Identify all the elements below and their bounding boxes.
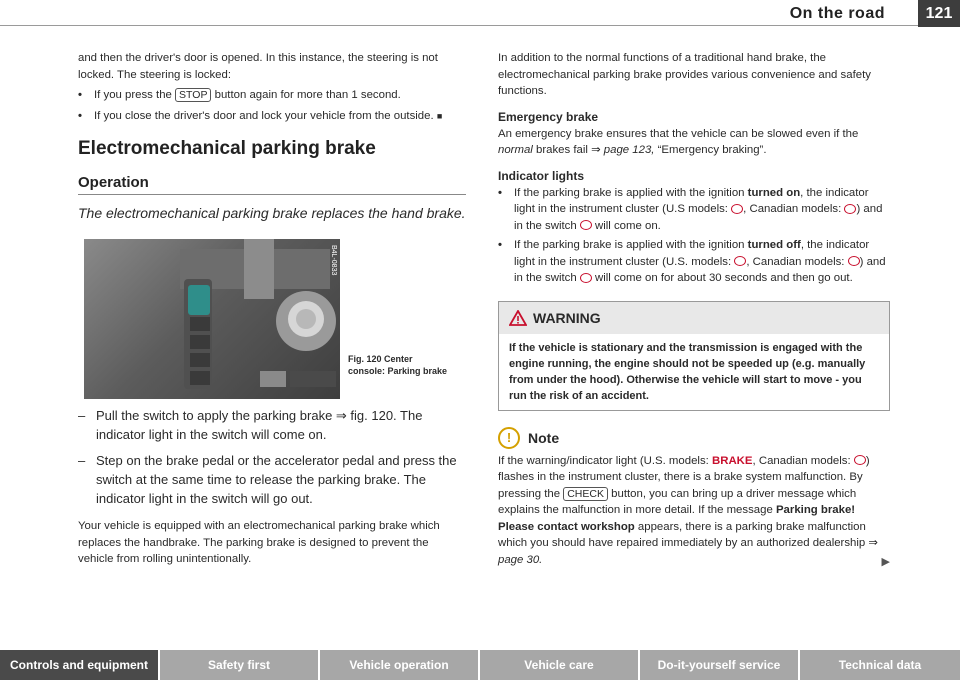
bullet-dot-icon: • bbox=[78, 109, 82, 122]
footer-tab-controls[interactable]: Controls and equipment bbox=[0, 650, 158, 680]
center-console-image bbox=[84, 239, 340, 399]
indicator-title: Indicator lights bbox=[498, 168, 585, 183]
center-console-illustration bbox=[84, 239, 340, 399]
warning-triangle-icon bbox=[509, 310, 527, 326]
emergency-text: An emergency brake ensures that the vehicle can be slowed even if the normal brakes fail ⇒ page 123, “Emergency braking”. bbox=[498, 127, 859, 156]
step-apply: – Pull the switch to apply the parking brake ⇒ fig. 120. The indicator light in the switch will come on. bbox=[78, 408, 423, 442]
left-column bbox=[78, 50, 466, 568]
note-text: If the warning/indicator light (U.S. models: BRAKE, Canadian models: ) flashes in the instrument cluster, there is a brake system malfunction. By pressing the CHECK button, you can bring up a driver message which explains the malfunction in more detail. If the message Parking brake! Please contact workshop appears, there is a parking brake malfunction which you should have repaired immediately by an authorized dealership ⇒ page 30. ▶ bbox=[498, 453, 890, 569]
bullet-dot-icon: • bbox=[78, 89, 82, 101]
footer-tab-diy[interactable]: Do-it-yourself service bbox=[640, 650, 798, 680]
us-brake-indicator-icon bbox=[731, 204, 743, 214]
check-key: CHECK bbox=[563, 487, 608, 501]
section-title: Electromechanical parking brake bbox=[78, 138, 376, 159]
footer-tab-care[interactable]: Vehicle care bbox=[480, 650, 638, 680]
footer-tab-operation[interactable]: Vehicle operation bbox=[320, 650, 478, 680]
canada-brake-indicator-icon bbox=[854, 455, 866, 465]
footer-nav bbox=[0, 650, 960, 680]
dash-icon: – bbox=[78, 453, 86, 468]
continue-arrow-icon: ▶ bbox=[881, 555, 890, 568]
dash-icon: – bbox=[78, 408, 86, 423]
right-column bbox=[498, 50, 890, 568]
bullet-stop: • If you press the STOP button again for more than 1 second. bbox=[78, 87, 466, 104]
warning-header: WARNING bbox=[499, 302, 889, 334]
bullet-lock: • If you close the driver's door and lock your vehicle from the outside. ■ bbox=[78, 108, 466, 125]
switch-indicator-icon bbox=[580, 220, 592, 230]
canada-brake-indicator-icon bbox=[848, 256, 860, 266]
end-mark-icon: ■ bbox=[436, 110, 443, 121]
warning-text: If the vehicle is stationary and the transmission is engaged with the engine running, the engine should not be speeded up (e.g. manually from under the hood). Otherwise the vehicle will start to move - you run the risk of an accident. bbox=[509, 341, 866, 402]
indicator-on: • If the parking brake is applied with the ignition turned on, the indicator light in the instrument cluster (U.S models: , Canadian models: ) and in the switch will come on. bbox=[498, 185, 890, 235]
left-closing: Your vehicle is equipped with an electromechanical parking brake which replaces the handbrake. The parking brake is designed to prevent the vehicle from rolling unintentionally. bbox=[78, 520, 440, 565]
warning-box bbox=[498, 301, 890, 411]
emergency-title: Emergency brake bbox=[498, 109, 599, 124]
figure-code: B4L-0833 bbox=[330, 245, 337, 276]
figure-caption: Fig. 120 Center console: Parking brake bbox=[348, 354, 448, 376]
lead-text: The electromechanical parking brake replaces the hand brake. bbox=[78, 205, 466, 221]
bullet-dot-icon: • bbox=[498, 186, 502, 199]
stop-key: STOP bbox=[175, 88, 211, 102]
step-release: – Step on the brake pedal or the accelerator pedal and press the switch at the same time to release the parking brake. The indicator light in the switch will go out. bbox=[78, 453, 457, 506]
us-brake-indicator-icon bbox=[734, 256, 746, 266]
brake-indicator-label: BRAKE bbox=[712, 454, 753, 467]
page-title: On the road bbox=[789, 5, 885, 22]
figure-120 bbox=[78, 239, 466, 399]
header-rule bbox=[0, 25, 918, 26]
right-intro: In addition to the normal functions of a traditional hand brake, the electromechanical parking brake provides various convenience and safety functions. bbox=[498, 52, 871, 97]
left-intro: and then the driver's door is opened. In this instance, the steering is not locked. The steering is locked: bbox=[78, 52, 438, 81]
footer-tab-safety[interactable]: Safety first bbox=[160, 650, 318, 680]
bullet-dot-icon: • bbox=[498, 239, 502, 251]
switch-indicator-icon bbox=[580, 273, 592, 283]
page-number: 121 bbox=[918, 0, 960, 27]
footer-tab-technical[interactable]: Technical data bbox=[800, 650, 960, 680]
note-header: ! Note bbox=[498, 427, 890, 449]
indicator-off: • If the parking brake is applied with the ignition turned off, the indicator light in the instrument cluster (U.S. models: , Canadian models: ) and in the switch will come on for about 30 seconds and then go out. bbox=[498, 237, 890, 287]
note-exclamation-icon: ! bbox=[498, 427, 520, 449]
canada-brake-indicator-icon bbox=[844, 204, 856, 214]
subsection-title: Operation bbox=[78, 174, 466, 195]
